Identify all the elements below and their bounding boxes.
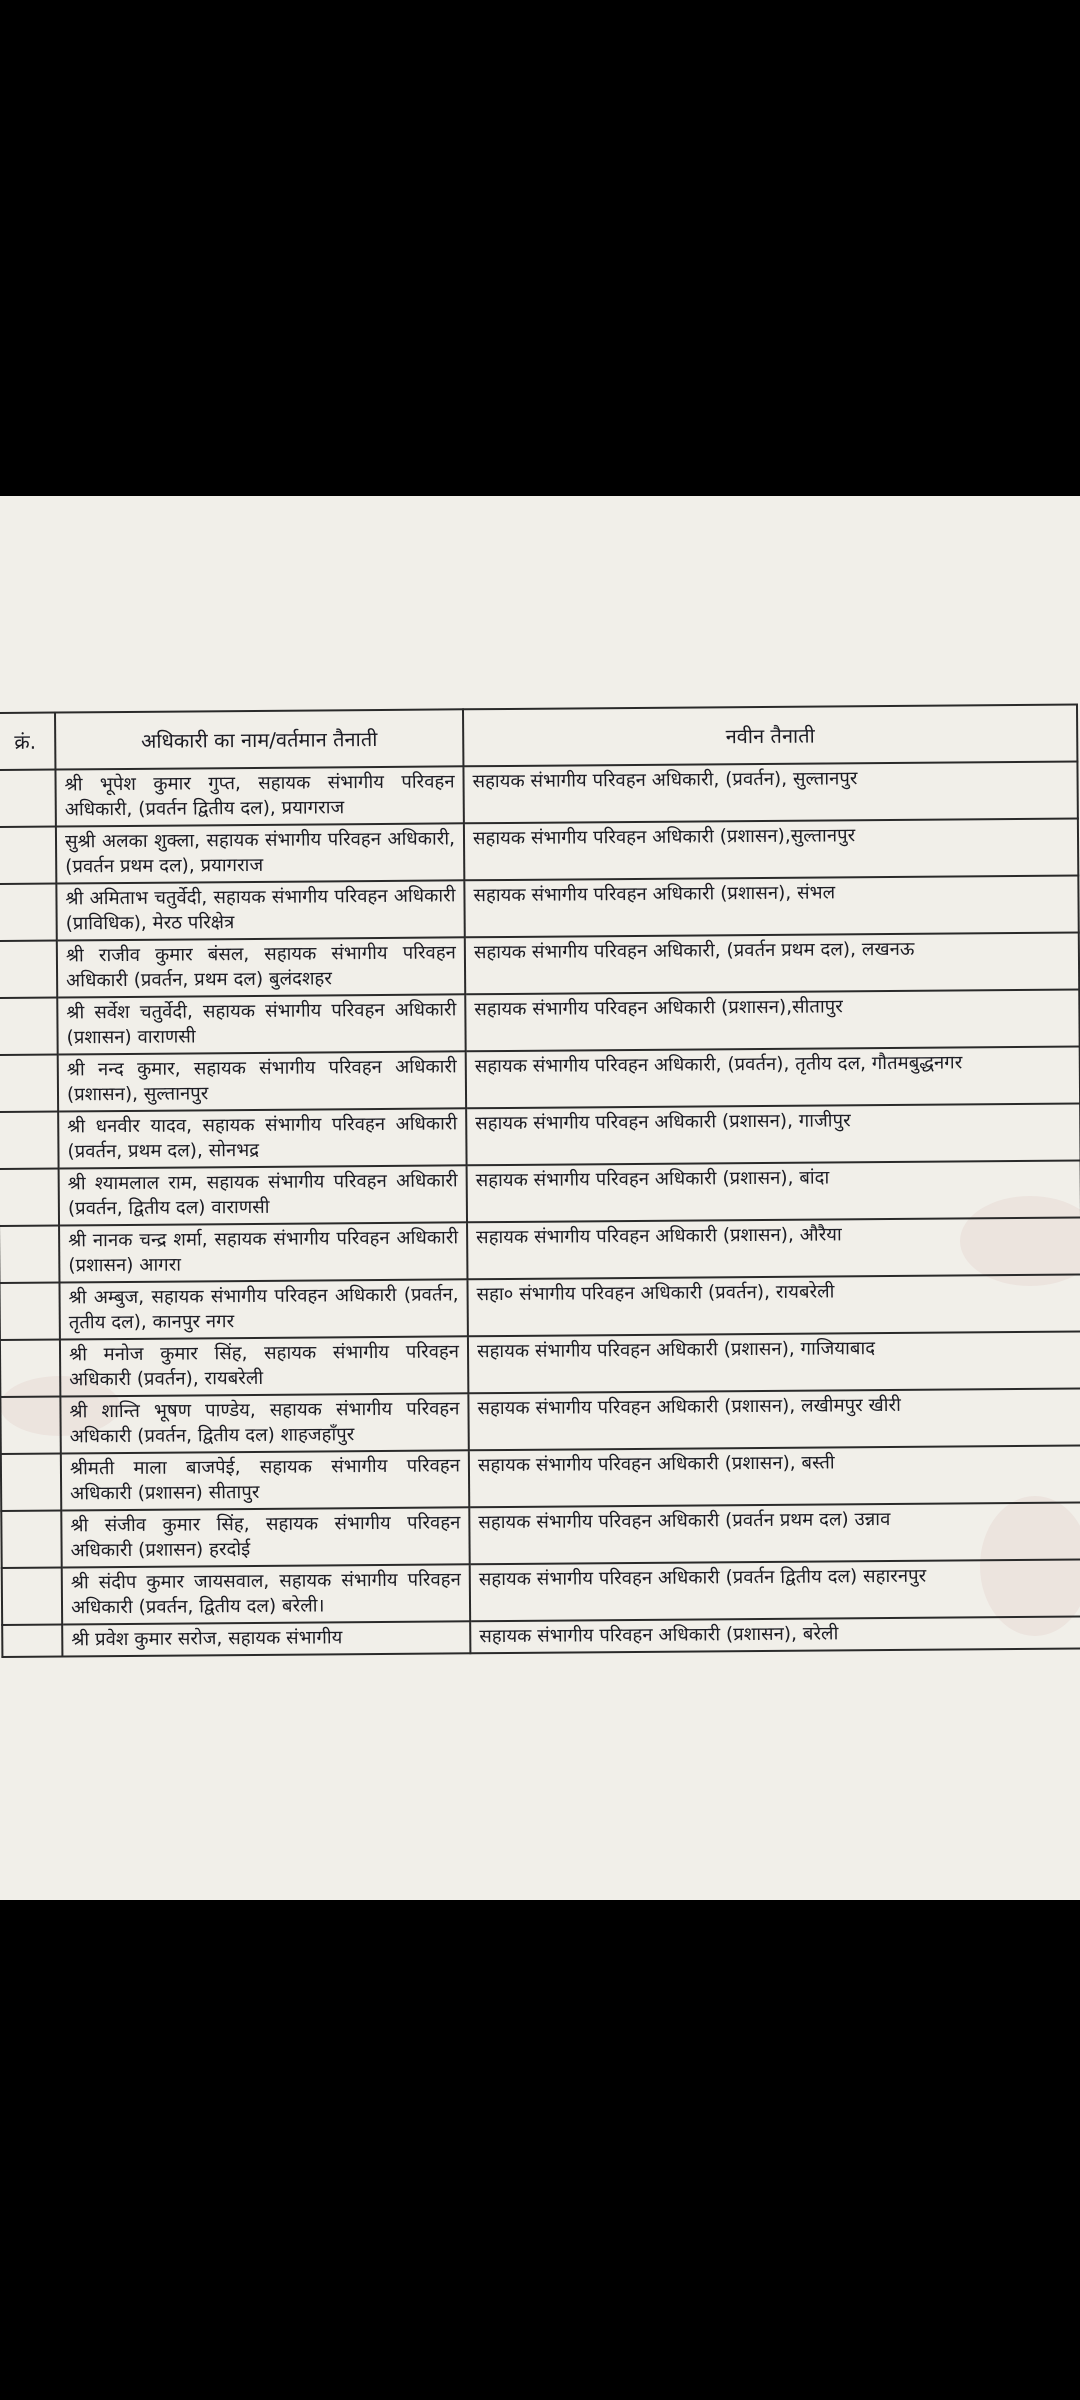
officer-cell: श्री मनोज कुमार सिंह, सहायक संभागीय परिवहन अधिकारी (प्रवर्तन), रायबरेली bbox=[60, 1336, 468, 1396]
new-posting-cell: सहायक संभागीय परिवहन अधिकारी (प्रशासन), औरैया bbox=[467, 1217, 1080, 1279]
officer-cell: श्री संजीव कुमार सिंह, सहायक संभागीय परिवहन अधिकारी (प्रशासन) हरदोई bbox=[61, 1507, 469, 1567]
table-row bbox=[1, 1445, 1080, 1510]
document-photo bbox=[0, 496, 1080, 1900]
serial-cell bbox=[2, 1624, 62, 1656]
serial-cell bbox=[0, 998, 58, 1055]
table-row bbox=[0, 1103, 1080, 1168]
serial-cell bbox=[0, 1396, 60, 1453]
table-row bbox=[0, 818, 1078, 883]
serial-cell bbox=[0, 1112, 59, 1169]
new-posting-cell: सहायक संभागीय परिवहन अधिकारी, (प्रवर्तन), सुल्तानपुर bbox=[463, 761, 1077, 823]
table-row bbox=[0, 932, 1079, 997]
serial-cell bbox=[0, 1055, 58, 1112]
posting-table bbox=[0, 703, 1080, 1657]
serial-cell bbox=[0, 941, 57, 998]
new-posting-cell: सहायक संभागीय परिवहन अधिकारी (प्रशासन), बस्ती bbox=[469, 1445, 1080, 1507]
header-serial-number: क्रं. bbox=[0, 713, 55, 770]
officer-cell: श्री श्यामलाल राम, सहायक संभागीय परिवहन अधिकारी (प्रवर्तन, द्वितीय दल) वाराणसी bbox=[59, 1165, 467, 1225]
officer-cell: श्री अमिताभ चतुर्वेदी, सहायक संभागीय परिवहन अधिकारी (प्राविधिक), मेरठ परिक्षेत्र bbox=[56, 880, 464, 940]
new-posting-cell: सहायक संभागीय परिवहन अधिकारी, (प्रवर्तन प्रथम दल), लखनऊ bbox=[465, 932, 1079, 994]
table-row bbox=[0, 989, 1080, 1054]
serial-cell bbox=[0, 884, 57, 941]
officer-cell: श्री अम्बुज, सहायक संभागीय परिवहन अधिकारी (प्रवर्तन, तृतीय दल), कानपुर नगर bbox=[59, 1279, 467, 1339]
new-posting-cell: सहायक संभागीय परिवहन अधिकारी (प्रशासन), बरेली bbox=[470, 1616, 1080, 1653]
new-posting-cell: सहायक संभागीय परिवहन अधिकारी (प्रशासन), गाजियाबाद bbox=[468, 1331, 1080, 1393]
table-row bbox=[1, 1502, 1080, 1567]
new-posting-cell: सहायक संभागीय परिवहन अधिकारी (प्रशासन), गाजीपुर bbox=[466, 1103, 1080, 1165]
serial-cell bbox=[1, 1453, 61, 1510]
table-row bbox=[0, 1274, 1080, 1339]
table-row bbox=[0, 1388, 1080, 1453]
officer-cell: श्रीमती माला बाजपेई, सहायक संभागीय परिवहन अधिकारी (प्रशासन) सीतापुर bbox=[61, 1450, 469, 1510]
officer-cell: श्री नन्द कुमार, सहायक संभागीय परिवहन अधिकारी (प्रशासन), सुल्तानपुर bbox=[58, 1051, 466, 1111]
officer-cell: श्री नानक चन्द्र शर्मा, सहायक संभागीय परिवहन अधिकारी (प्रशासन) आगरा bbox=[59, 1222, 467, 1282]
serial-cell bbox=[0, 1340, 60, 1397]
officer-cell: सुश्री अलका शुक्ला, सहायक संभागीय परिवहन अधिकारी, (प्रवर्तन प्रथम दल), प्रयागराज bbox=[56, 823, 464, 883]
officer-cell: श्री धनवीर यादव, सहायक संभागीय परिवहन अधिकारी (प्रवर्तन, प्रथम दल), सोनभद्र bbox=[58, 1108, 466, 1168]
new-posting-cell: सहायक संभागीय परिवहन अधिकारी, (प्रवर्तन), तृतीय दल, गौतमबुद्धनगर bbox=[466, 1046, 1080, 1108]
officer-cell: श्री शान्ति भूषण पाण्डेय, सहायक संभागीय परिवहन अधिकारी (प्रवर्तन, द्वितीय दल) शाहजहाँपुर bbox=[60, 1393, 468, 1453]
new-posting-cell: सहायक संभागीय परिवहन अधिकारी (प्रशासन), बांदा bbox=[467, 1160, 1080, 1222]
new-posting-cell: सहायक संभागीय परिवहन अधिकारी (प्रशासन),सुल्तानपुर bbox=[464, 818, 1078, 880]
header-new-posting: नवीन तैनाती bbox=[463, 704, 1077, 766]
table-row bbox=[0, 875, 1079, 940]
table-row bbox=[0, 1331, 1080, 1396]
new-posting-cell: सहायक संभागीय परिवहन अधिकारी (प्रवर्तन प्रथम दल) उन्नाव bbox=[469, 1502, 1080, 1564]
table-row bbox=[0, 761, 1078, 826]
new-posting-cell: सहा० संभागीय परिवहन अधिकारी (प्रवर्तन), रायबरेली bbox=[467, 1274, 1080, 1336]
new-posting-cell: सहायक संभागीय परिवहन अधिकारी (प्रवर्तन द्वितीय दल) सहारनपुर bbox=[470, 1559, 1080, 1621]
table-row bbox=[0, 1217, 1080, 1282]
new-posting-cell: सहायक संभागीय परिवहन अधिकारी (प्रशासन), लखीमपुर खीरी bbox=[468, 1388, 1080, 1450]
serial-cell bbox=[0, 1283, 60, 1340]
header-officer-current-posting: अधिकारी का नाम/वर्तमान तैनाती bbox=[55, 709, 463, 769]
table-row bbox=[0, 1160, 1080, 1225]
new-posting-cell: सहायक संभागीय परिवहन अधिकारी (प्रशासन),सीतापुर bbox=[465, 989, 1079, 1051]
new-posting-cell: सहायक संभागीय परिवहन अधिकारी (प्रशासन), संभल bbox=[464, 875, 1078, 937]
serial-cell bbox=[2, 1567, 62, 1624]
serial-cell bbox=[0, 827, 56, 884]
officer-cell: श्री भूपेश कुमार गुप्त, सहायक संभागीय परिवहन अधिकारी, (प्रवर्तन द्वितीय दल), प्रयागराज bbox=[55, 766, 463, 826]
table-row bbox=[2, 1559, 1080, 1624]
table-header-row bbox=[0, 704, 1077, 769]
officer-cell: श्री प्रवेश कुमार सरोज, सहायक संभागीय bbox=[62, 1621, 470, 1656]
serial-cell bbox=[0, 1169, 59, 1226]
serial-cell bbox=[1, 1510, 61, 1567]
serial-cell bbox=[0, 1226, 59, 1283]
serial-cell bbox=[0, 770, 56, 827]
officer-cell: श्री राजीव कुमार बंसल, सहायक संभागीय परिवहन अधिकारी (प्रवर्तन, प्रथम दल) बुलंदशहर bbox=[57, 937, 465, 997]
officer-cell: श्री संदीप कुमार जायसवाल, सहायक संभागीय परिवहन अधिकारी (प्रवर्तन, द्वितीय दल) बरेली। bbox=[62, 1564, 470, 1624]
officer-cell: श्री सर्वेश चतुर्वेदी, सहायक संभागीय परिवहन अधिकारी (प्रशासन) वाराणसी bbox=[57, 994, 465, 1054]
table-row bbox=[0, 1046, 1080, 1111]
